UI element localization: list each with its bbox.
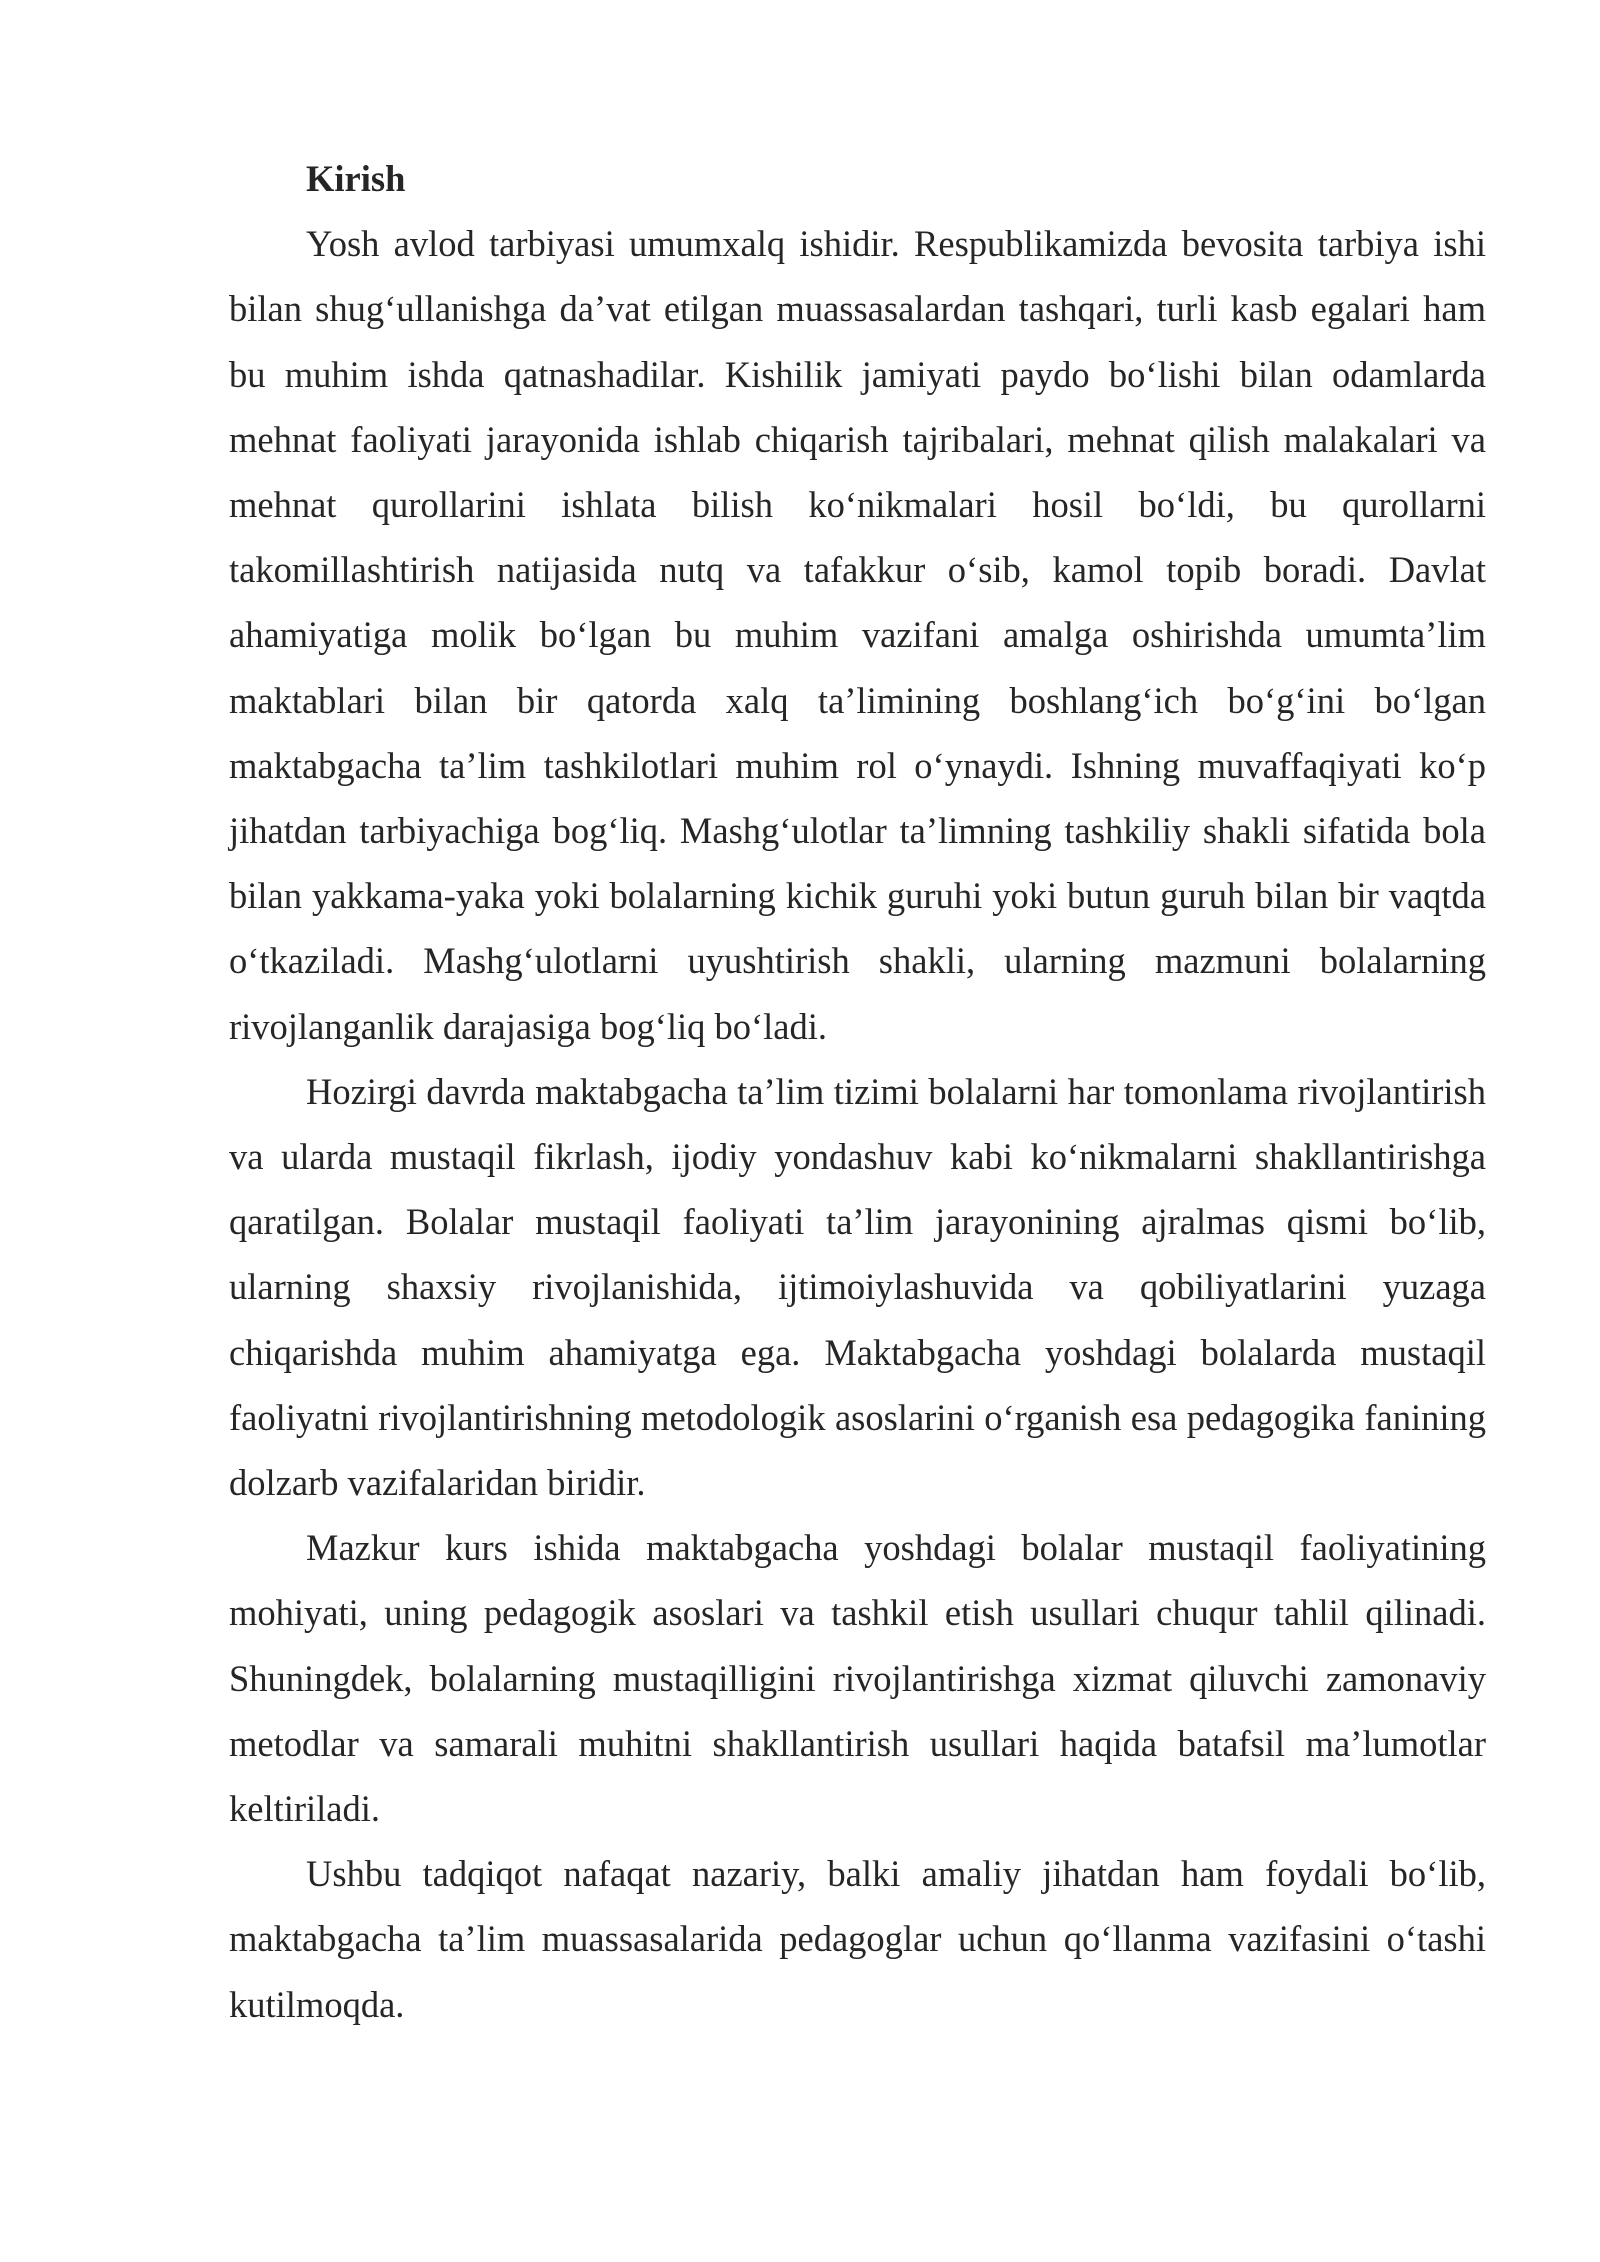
section-heading: Kirish (306, 158, 406, 199)
paragraph-1: Yosh avlod tarbiyasi umumxalq ishidir. Respublikamizda bevosita tarbiya ishi bilan shug‘ullanishga da’vat etilgan muassasalardan tashqari, turli kasb egalari ham bu muhim ishda qatnashadilar. Kishilik jamiyati paydo bo‘lishi bilan odamlarda mehnat faoliyati jarayonida ishlab chiqarish tajribalari, mehnat qilish malakalari va mehnat qurollarini ishlata bilish ko‘nikmalari hosil bo‘ldi, bu qurollarni takomillashtirish natijasida nutq va tafakkur o‘sib, kamol topib boradi. Davlat ahamiyatiga molik bo‘lgan bu muhim vazifani amalga oshirishda umumta’lim maktablari bilan bir qatorda xalq ta’limining boshlang‘ich bo‘g‘ini bo‘lgan maktabgacha ta’lim tashkilotlari muhim rol o‘ynaydi. Ishning muvaffaqiyati ko‘p jihatdan tarbiyachiga bog‘liq. Mashg‘ulotlar ta’limning tashkiliy shakli sifatida bola bilan yakkama-yaka yoki bolalarning kichik guruhi yoki butun guruh bilan bir vaqtda o‘tkaziladi. Mashg‘ulotlarni uyushtirish shakli, ularning mazmuni bolalarning rivojlanganlik darajasiga bog‘liq bo‘ladi. (229, 223, 1486, 1047)
document-body (229, 146, 1486, 2037)
paragraph-2: Hozirgi davrda maktabgacha ta’lim tizimi bolalarni har tomonlama rivojlantirish va ularda mustaqil fikrlash, ijodiy yondashuv kabi ko‘nikmalarni shakllantirishga qaratilgan. Bolalar mustaqil faoliyati ta’lim jarayonining ajralmas qismi bo‘lib, ularning shaxsiy rivojlanishida, ijtimoiylashuvida va qobiliyatlarini yuzaga chiqarishda muhim ahamiyatga ega. Maktabgacha yoshdagi bolalarda mustaqil faoliyatni rivojlantirishning metodologik asoslarini o‘rganish esa pedagogika fanining dolzarb vazifalaridan biridir. (229, 1070, 1486, 1504)
paragraph-3: Mazkur kurs ishida maktabgacha yoshdagi bolalar mustaqil faoliyatining mohiyati, uning pedagogik asoslari va tashkil etish usullari chuqur tahlil qilinadi. Shuningdek, bolalarning mustaqilligini rivojlantirishga xizmat qiluvchi zamonaviy metodlar va samarali muhitni shakllantirish usullari haqida batafsil ma’lumotlar keltiriladi. (229, 1527, 1486, 1830)
paragraph-4: Ushbu tadqiqot nafaqat nazariy, balki amaliy jihatdan ham foydali bo‘lib, maktabgacha ta’lim muassasalarida pedagoglar uchun qo‘llanma vazifasini o‘tashi kutilmoqda. (229, 1853, 1486, 2025)
